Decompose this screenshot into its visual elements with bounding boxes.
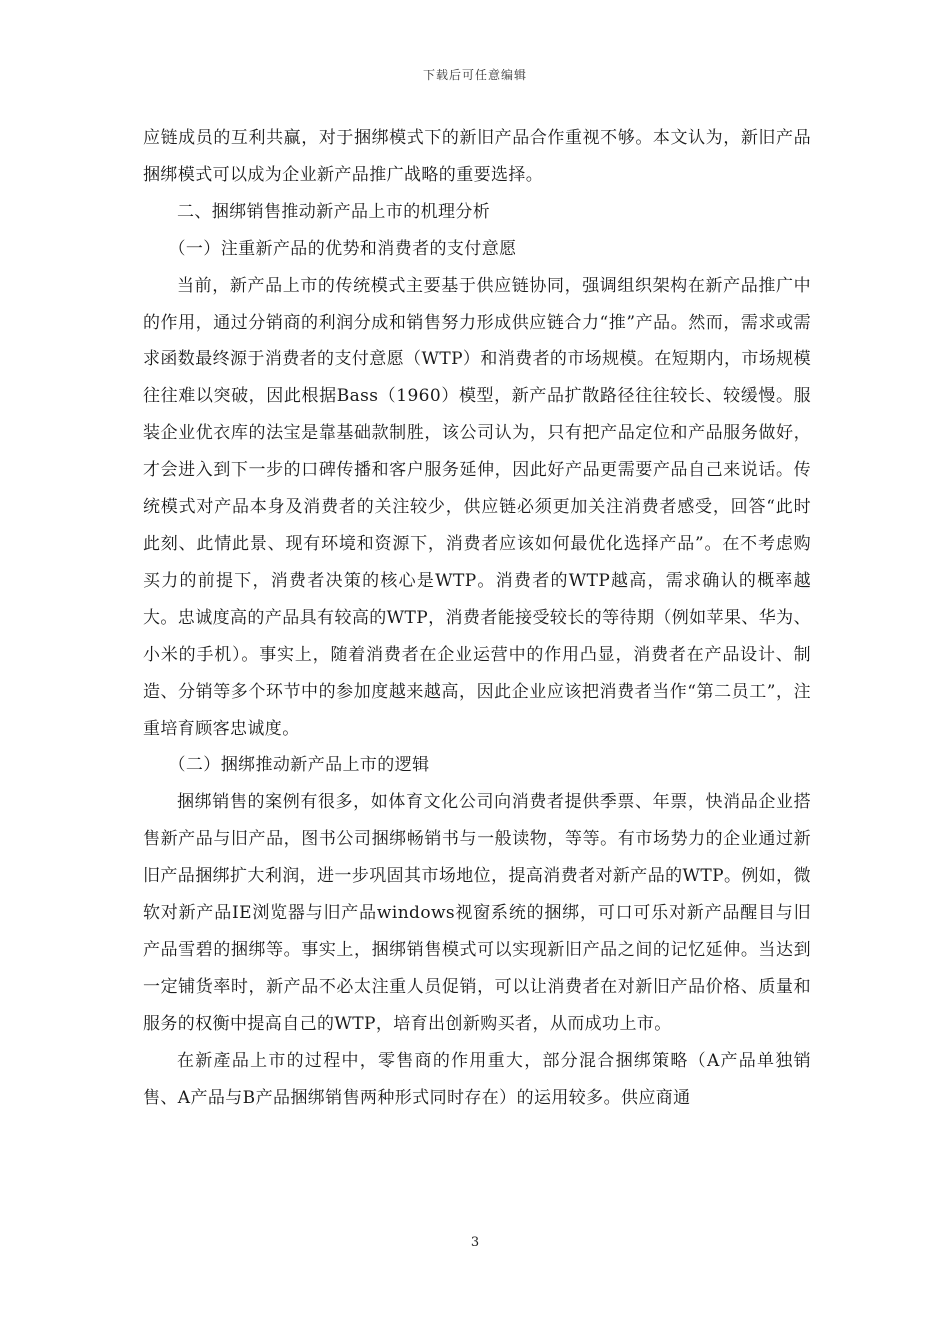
body-paragraph: 捆绑销售的案例有很多，如体育文化公司向消费者提供季票、年票，快消品企业搭售新产品与旧产品，图书公司捆绑畅销书与一般读物，等等。有市场势力的企业通过新旧产品捆绑扩大利润，进一步巩固其市场地位，提高消费者对新产品的WTP。例如，微软对新产品IE浏览器与旧产品windows视窗系统的捆绑，可口可乐对新产品醒目与旧产品雪碧的捆绑等。事实上，捆绑销售模式可以实现新旧产品之间的记忆延伸。当达到一定铺货率时，新产品不必太注重人员促销，可以让消费者在对新旧产品价格、质量和服务的权衡中提高自己的WTP，培育出创新购买者，从而成功上市。 bbox=[143, 792, 811, 1034]
subsection-heading: （二）捆绑推动新产品上市的逻辑 bbox=[168, 755, 430, 776]
paragraph-continuation: 应链成员的互利共赢，对于捆绑模式下的新旧产品合作重视不够。本文认为，新旧产品捆绑模式可以成为企业新产品推广战略的重要选择。 bbox=[143, 128, 811, 185]
document-body bbox=[143, 120, 811, 1116]
page-header: 下载后可任意编辑 bbox=[422, 68, 527, 82]
body-paragraph: 当前，新产品上市的传统模式主要基于供应链协同，强调组织架构在新产品推广中的作用，通过分销商的利润分成和销售努力形成供应链合力“推”产品。然而，需求或需求函数最终源于消费者的支付意愿（WTP）和消费者的市场规模。在短期内，市场规模往往难以突破，因此根据Bass（1960）模型，新产品扩散路径往往较长、较缓慢。服装企业优衣库的法宝是靠基础款制胜，该公司认为，只有把产品定位和产品服务做好，才会进入到下一步的口碑传播和客户服务延伸，因此好产品更需要产品自己来说话。传统模式对产品本身及消费者的关注较少，供应链必须更加关注消费者感受，回答“此时此刻、此情此景、现有环境和资源下，消费者应该如何最优化选择产品”。在不考虑购买力的前提下，消费者决策的核心是WTP。消费者的WTP越高，需求确认的概率越大。忠诚度高的产品具有较高的WTP，消费者能接受较长的等待期（例如苹果、华为、小米的手机）。事实上，随着消费者在企业运营中的作用凸显，消费者在产品设计、制造、分销等多个环节中的参加度越来越高，因此企业应该把消费者当作“第二员工”，注重培育顾客忠诚度。 bbox=[143, 275, 811, 739]
section-heading: 二、捆绑销售推动新产品上市的机理分析 bbox=[177, 201, 491, 222]
subsection-heading: （一）注重新产品的优势和消费者的支付意愿 bbox=[168, 238, 517, 259]
page-number: 3 bbox=[470, 1235, 480, 1250]
body-paragraph: 在新產品上市的过程中，零售商的作用重大，部分混合捆绑策略（A产品单独销售、A产品与B产品捆绑销售两种形式同时存在）的运用较多。供应商通 bbox=[143, 1050, 811, 1108]
